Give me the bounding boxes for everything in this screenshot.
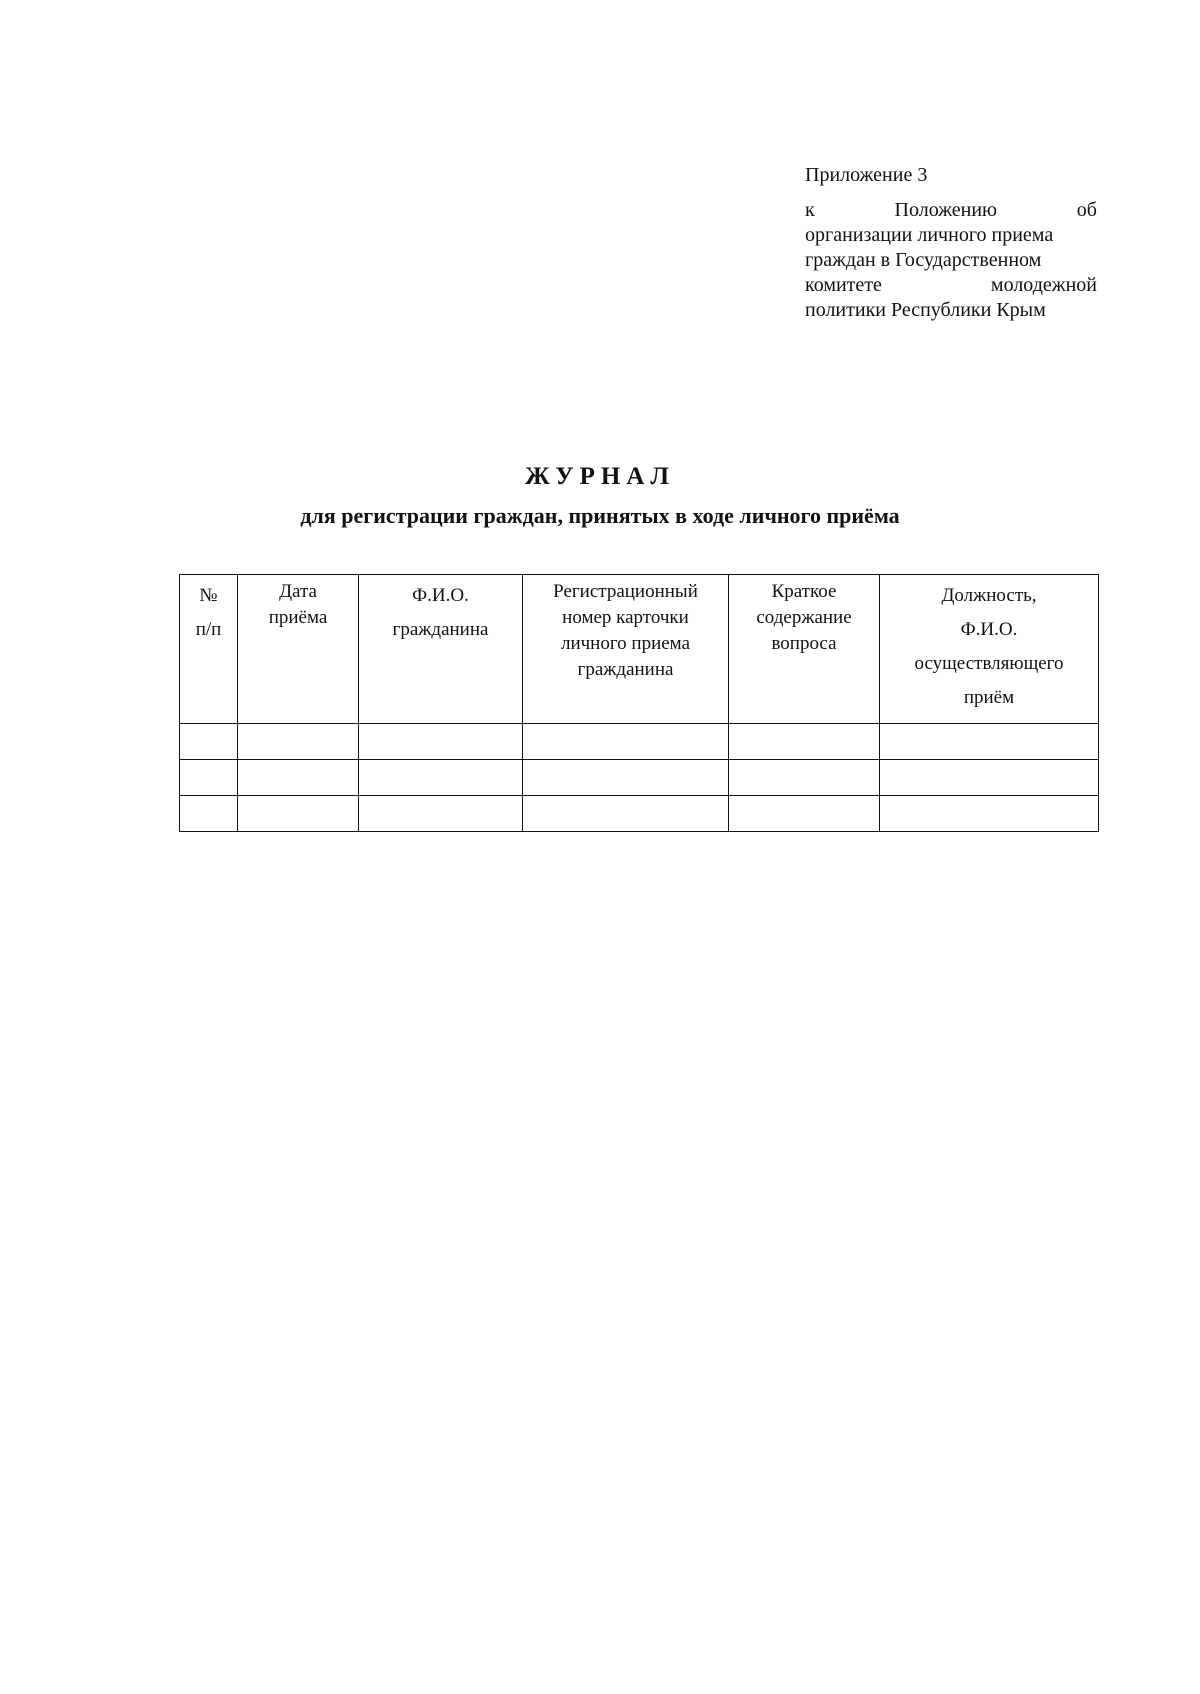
- appendix-word: Положению: [894, 199, 997, 221]
- appendix-line-4: [805, 273, 1097, 298]
- table-header-row: [180, 575, 1099, 724]
- journal-title: ЖУРНАЛ: [524, 463, 676, 490]
- table-cell: [880, 796, 1099, 832]
- table-cell: [180, 796, 238, 832]
- header-summary-label: Краткое содержание вопроса: [756, 581, 852, 654]
- table-cell: [523, 796, 729, 832]
- table-cell: [880, 760, 1099, 796]
- header-registration-number-label: Регистрационный номер карточки личного приема гражданина: [553, 581, 698, 680]
- table-cell: [729, 760, 880, 796]
- header-number-label: № п/п: [195, 585, 222, 640]
- header-citizen-name-label: Ф.И.О. гражданина: [392, 585, 489, 640]
- appendix-block: [805, 163, 1097, 323]
- appendix-line-5: политики Республики Крым: [805, 299, 1046, 321]
- appendix-title: Приложение 3: [805, 164, 928, 186]
- header-date-label: Дата приёма: [268, 581, 328, 628]
- table-row: [180, 724, 1099, 760]
- table-cell: [729, 724, 880, 760]
- header-official-label: Должность, Ф.И.О. осуществляющего приём: [914, 585, 1064, 708]
- header-citizen-name: [359, 575, 523, 724]
- table-row: [180, 796, 1099, 832]
- header-official: [880, 575, 1099, 724]
- appendix-line-2: организации личного приема: [805, 224, 1054, 246]
- appendix-word: молодежной: [990, 274, 1097, 296]
- header-registration-number: [523, 575, 729, 724]
- appendix-word: комитете: [805, 274, 882, 296]
- table-cell: [180, 724, 238, 760]
- appendix-line-1: [805, 198, 1097, 223]
- journal-subtitle: для регистрации граждан, принятых в ходе личного приёма: [300, 503, 900, 528]
- appendix-word: об: [1076, 199, 1097, 221]
- table-row: [180, 760, 1099, 796]
- table-cell: [359, 760, 523, 796]
- table-cell: [238, 796, 359, 832]
- table-cell: [238, 724, 359, 760]
- table-cell: [729, 796, 880, 832]
- appendix-word: к: [805, 199, 815, 221]
- header-summary: [729, 575, 880, 724]
- appendix-line-3: граждан в Государственном: [805, 249, 1042, 271]
- appendix-body: [805, 198, 1097, 323]
- table-cell: [523, 760, 729, 796]
- table-cell: [238, 760, 359, 796]
- table-cell: [523, 724, 729, 760]
- header-date: [238, 575, 359, 724]
- header-number: [180, 575, 238, 724]
- table-cell: [359, 796, 523, 832]
- table-cell: [180, 760, 238, 796]
- table-cell: [359, 724, 523, 760]
- registration-table: [179, 574, 1099, 832]
- table-cell: [880, 724, 1099, 760]
